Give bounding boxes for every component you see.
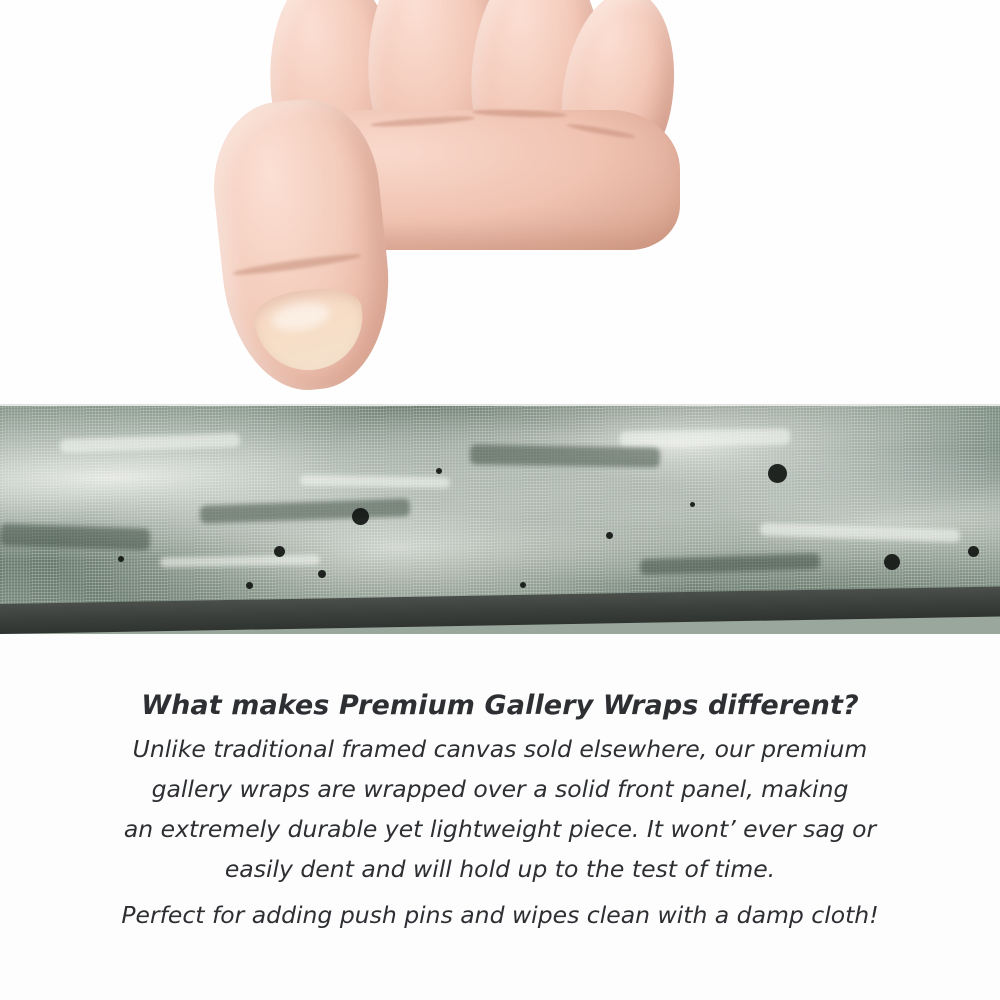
canvas-speck bbox=[690, 502, 695, 507]
caption-block bbox=[0, 690, 1000, 935]
canvas-speck bbox=[606, 532, 613, 539]
canvas-speck bbox=[352, 508, 369, 525]
canvas-edge-strip bbox=[0, 406, 1000, 634]
canvas-shadow-streak bbox=[470, 444, 660, 467]
canvas-speck bbox=[118, 556, 124, 562]
canvas-speck bbox=[520, 582, 526, 588]
canvas-speck bbox=[884, 554, 900, 570]
canvas-speck bbox=[436, 468, 442, 474]
canvas-speck bbox=[246, 582, 253, 589]
canvas-speck bbox=[768, 464, 787, 483]
caption-line-3: an extremely durable yet lightweight piece. It wont’ ever sag or bbox=[123, 815, 877, 843]
canvas-speck bbox=[274, 546, 285, 557]
caption-line-2: gallery wraps are wrapped over a solid front panel, making bbox=[151, 775, 849, 803]
hand-illustration bbox=[120, 0, 660, 410]
caption-heading: What makes Premium Gallery Wraps different? bbox=[141, 690, 859, 721]
canvas-speck bbox=[968, 546, 979, 557]
caption-line-1: Unlike traditional framed canvas sold elsewhere, our premium bbox=[132, 735, 868, 763]
caption-closing-line: Perfect for adding push pins and wipes clean with a damp cloth! bbox=[121, 901, 879, 929]
hand-pressing-canvas-photo bbox=[0, 0, 1000, 410]
canvas-highlight-streak bbox=[620, 429, 790, 448]
caption-line-4: easily dent and will hold up to the test of time. bbox=[224, 855, 776, 883]
canvas-speck bbox=[318, 570, 326, 578]
